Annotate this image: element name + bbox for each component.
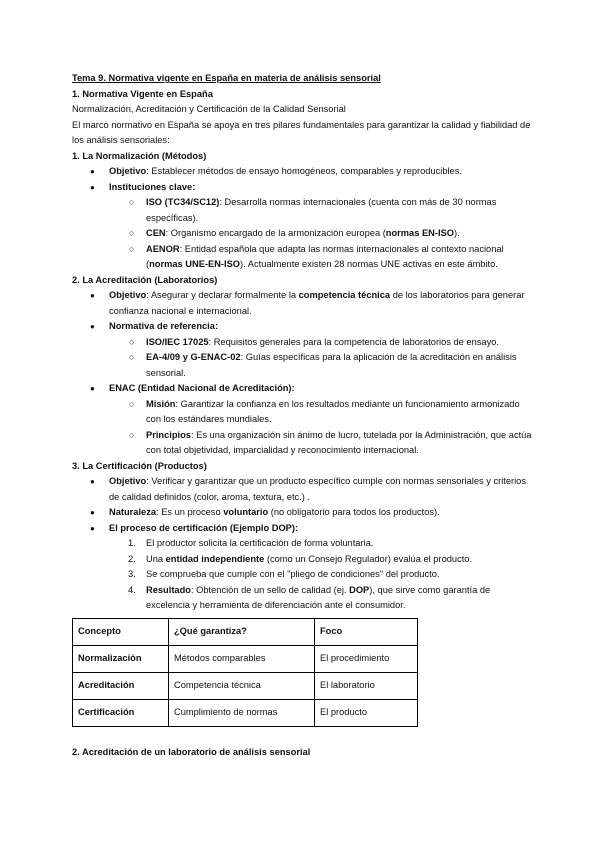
bullet-icon: ● — [90, 384, 95, 393]
section-1-intro: El marco normativo en España se apoya en tres pilares fundamentales para garantizar la calidad y fiabilidad de los análisis sensoriales: — [72, 119, 531, 145]
bullet-icon: ● — [90, 523, 95, 533]
circle-bullet-icon: ○ — [129, 228, 135, 238]
certificacion-heading: 3. La Certificación (Productos) — [72, 460, 207, 471]
bullet-icon: ● — [90, 291, 95, 300]
list-item: ● Instituciones clave: — [72, 180, 532, 196]
list-item: ○ Principios: Es una organización sin ánimo de lucro, tutelada por la Administración, que actúa con total objetividad, imparcialidad y reconocimiento internacional. — [129, 429, 532, 455]
list-item: ● Objetivo: Establecer métodos de ensayo homogéneos, comparables y reproducibles. — [72, 164, 532, 180]
acreditacion-list — [72, 288, 532, 459]
table-row: Normalización Métodos comparables El procedimiento — [73, 645, 418, 672]
list-item: 1. El productor solicita la certificación de forma voluntaria. — [128, 538, 374, 548]
list-item: ○ Misión: Garantizar la confianza en los resultados mediante un funcionamiento armonizado con los estándares mundiales. — [129, 398, 520, 424]
list-item: 4. Resultado: Obtención de un sello de calidad (ej. DOP), que sirve como garantía de excelencia y herramienta de diferenciación ante el consumidor. — [128, 584, 491, 610]
document-title: Tema 9. Normativa vigente en España en materia de análisis sensorial — [72, 73, 381, 83]
list-item: ○ ISO/IEC 17025: Requisitos generales para la competencia de laboratorios de ensayo. — [72, 335, 532, 351]
section-1-subtitle: Normalización, Acreditación y Certificación de la Calidad Sensorial — [72, 104, 346, 114]
normalizacion-heading: 1. La Normalización (Métodos) — [72, 150, 207, 161]
bullet-icon: ● — [90, 508, 95, 517]
circle-bullet-icon: ○ — [129, 243, 135, 254]
table-header-row: Concepto ¿Qué garantiza? Foco — [73, 618, 418, 645]
acreditacion-heading: 2. La Acreditación (Laboratorios) — [72, 274, 218, 285]
normalizacion-list — [72, 164, 532, 273]
list-item: ● El proceso de certificación (Ejemplo DOP): — [72, 521, 532, 537]
list-item: ○ CEN: Organismo encargado de la armonización europea (normas EN-ISO). — [72, 226, 532, 242]
list-item: ○ ISO (TC34/SC12): Desarrolla normas internacionales (cuenta con más de 30 normas específicas). — [129, 197, 497, 223]
list-item: ● Objetivo: Verificar y garantizar que un producto específico cumple con normas sensoriales y criterios de calidad definidos (color, aroma, textura, etc.) . — [90, 476, 527, 502]
list-item: ○ AENOR: Entidad española que adapta las normas internacionales al contexto nacional (normas UNE-EN-ISO). Actualmente existen 28 normas UNE activas en este ámbito. — [129, 243, 504, 269]
circle-bullet-icon: ○ — [129, 429, 135, 440]
circle-bullet-icon: ○ — [129, 352, 135, 362]
list-item: 3. Se comprueba que cumple con el "pliego de condiciones" del producto. — [128, 569, 440, 579]
circle-bullet-icon: ○ — [129, 197, 135, 207]
section-1-heading: 1. Normativa Vigente en España — [72, 88, 213, 99]
list-item: ● Naturaleza: Es un proceso voluntario (no obligatorio para todos los productos). — [72, 505, 532, 521]
section-2-heading: 2. Acreditación de un laboratorio de análisis sensorial — [72, 746, 311, 757]
list-item: ● ENAC (Entidad Nacional de Acreditación): — [72, 381, 532, 397]
table-row: Certificación Cumplimiento de normas El producto — [73, 699, 418, 726]
bullet-icon: ● — [90, 477, 95, 486]
list-item: ● Objetivo: Asegurar y declarar formalmente la competencia técnica de los laboratorios para generar confianza nacional e internacional. — [90, 290, 525, 316]
bullet-icon: ● — [90, 167, 95, 176]
list-item: ● Normativa de referencia: — [72, 319, 532, 335]
summary-table — [72, 618, 418, 727]
certificacion-list — [72, 474, 532, 614]
list-item: 2. Una entidad independiente (como un Consejo Regulador) evalúa el producto. — [128, 553, 473, 564]
bullet-icon: ● — [90, 182, 95, 192]
circle-bullet-icon: ○ — [129, 398, 135, 409]
table-row: Acreditación Competencia técnica El laboratorio — [73, 672, 418, 699]
bullet-icon: ● — [90, 322, 95, 331]
list-item: ○ EA-4/09 y G-ENAC-02: Guías específicas para la aplicación de la acreditación en análisis sensorial. — [129, 352, 517, 378]
document-page — [72, 71, 532, 760]
circle-bullet-icon: ○ — [129, 336, 135, 347]
